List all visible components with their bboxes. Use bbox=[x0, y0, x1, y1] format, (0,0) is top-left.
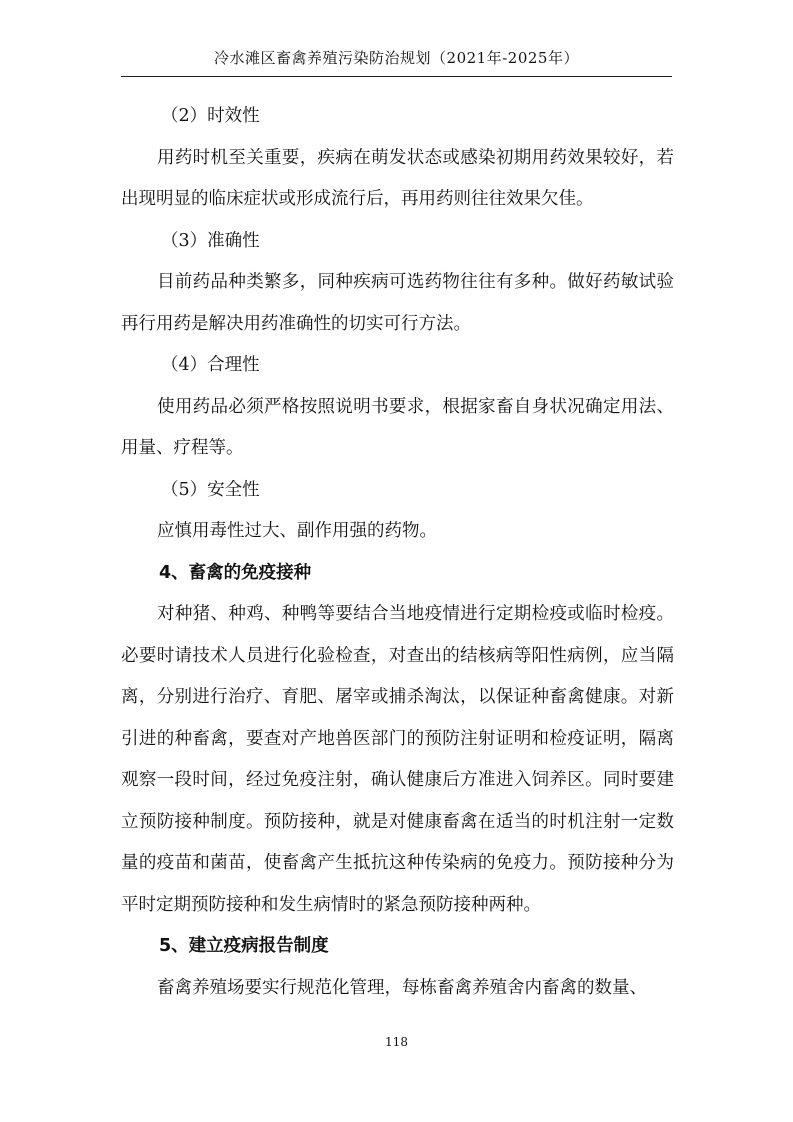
paragraph-disease-reporting: 畜禽养殖场要实行规范化管理，每栋畜禽养殖舍内畜禽的数量、 bbox=[157, 977, 647, 998]
paragraph-timeliness: 用药时机至关重要，疾病在萌发状态或感染初期用药效果较好，若出现明显的临床症状或形成流行后，再用药则往往效果欠佳。 bbox=[121, 147, 674, 209]
paragraph-rationality: 使用药品必须严格按照说明书要求，根据家畜自身状况确定用法、用量、疗程等。 bbox=[121, 396, 674, 458]
section-heading-immunization: 4、畜禽的免疫接种 bbox=[159, 562, 312, 583]
subsection-title-rationality: （4）合理性 bbox=[161, 355, 260, 375]
header-divider bbox=[121, 76, 672, 77]
section-heading-disease-reporting: 5、建立疫病报告制度 bbox=[159, 936, 329, 956]
paragraph-accuracy: 目前药品种类繁多，同种疾病可选药物往往有多种。做好药敏试验再行用药是解决用药准确性的切实可行方法。 bbox=[121, 272, 674, 334]
paragraph-safety: 应慎用毒性过大、副作用强的药物。 bbox=[157, 521, 437, 541]
paragraph-immunization: 对种猪、种鸡、种鸭等要结合当地疫情进行定期检疫或临时检疫。必要时请技术人员进行化验检查，对查出的结核病等阳性病例，应当隔离，分别进行治疗、育肥、屠宰或捕杀淘汰，以保证种畜禽健康。对新引进的种畜禽，要查对产地兽医部门的预防注射证明和检疫证明，隔离观察一段时间，经过免疫注射，确认健康后方准进入饲养区。同时要建立预防接种制度。预防接种，就是对健康畜禽在适当的时机注射一定数量的疫苗和菌苗，使畜禽产生抵抗这种传染病的免疫力。预防接种分为平时定期预防接种和发生病情时的紧急预防接种两种。 bbox=[121, 604, 674, 915]
subsection-title-accuracy: （3）准确性 bbox=[161, 230, 260, 251]
subsection-title-timeliness: （2）时效性 bbox=[161, 106, 260, 126]
document-body bbox=[121, 96, 674, 1009]
page-number: 118 bbox=[385, 1035, 408, 1049]
subsection-title-safety: （5）安全性 bbox=[161, 479, 260, 500]
page-header-title: 冷水滩区畜禽养殖污染防治规划（2021年-2025年） bbox=[214, 49, 579, 67]
